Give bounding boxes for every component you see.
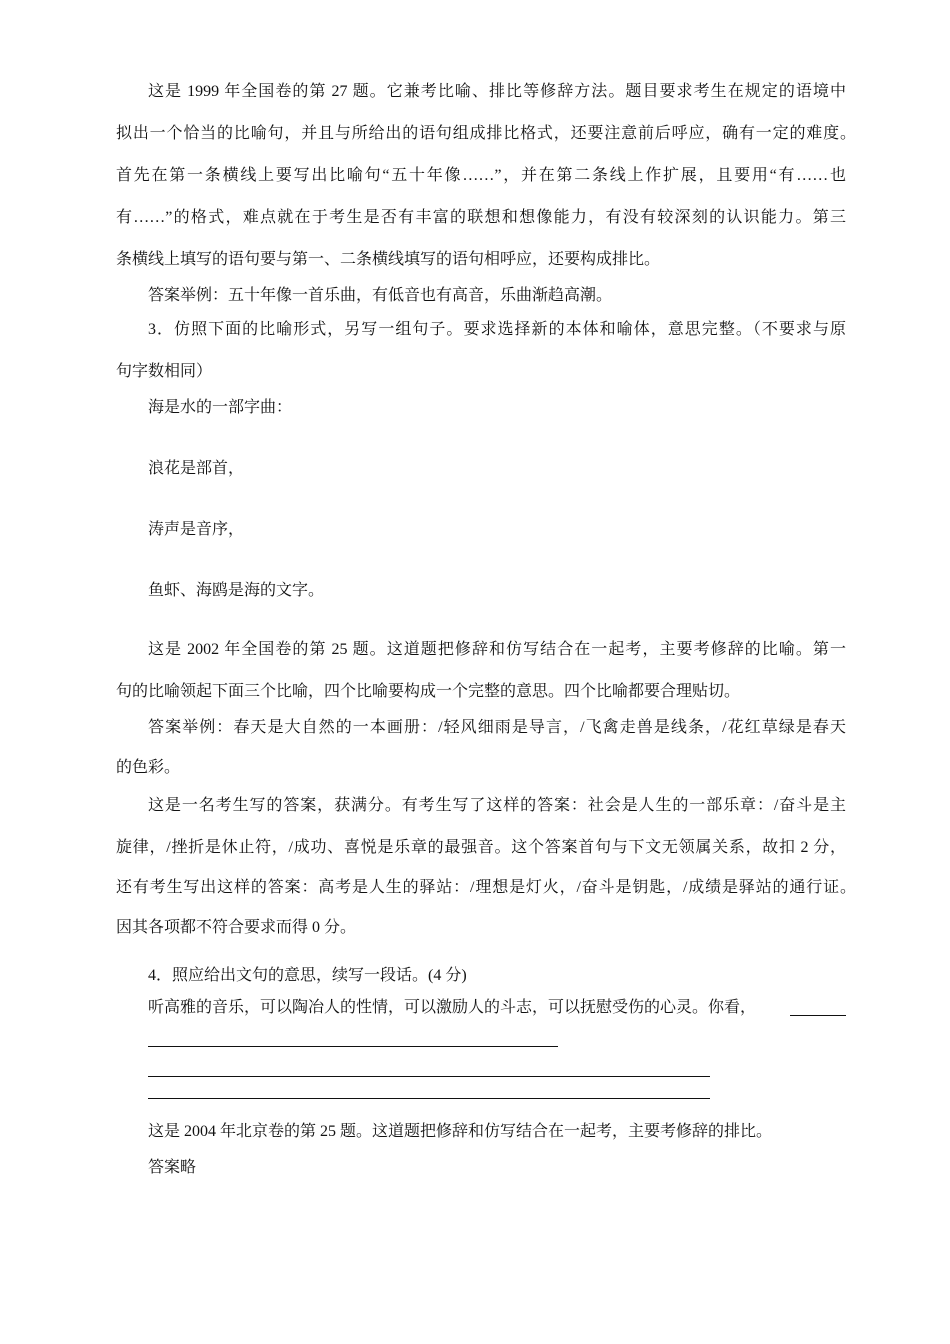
- paragraph-1-line-5: 条横线上填写的语句要与第一、二条横线填写的语句相呼应，还要构成排比。: [116, 251, 661, 268]
- answer-example-2-line-2: 的色彩。: [116, 759, 181, 776]
- paragraph-3-line-3: 还有考生写出这样的答案：高考是人生的驿站：/理想是灯火，/奋斗是钥匙，/成绩是驿站的通行证。: [116, 879, 856, 896]
- paragraph-1-line-1: 这是 1999 年全国卷的第 27 题。它兼考比喻、排比等修辞方法。题目要求考生在规定的语境中: [148, 83, 846, 100]
- question-3-line-2: 句字数相同）: [116, 363, 213, 380]
- paragraph-2-line-1: 这是 2002 年全国卷的第 25 题。这道题把修辞和仿写结合在一起考，主要考修辞的比喻。第一: [148, 641, 846, 658]
- answer-example-1: 答案举例：五十年像一首乐曲，有低音也有高音，乐曲渐趋高潮。: [148, 287, 613, 304]
- answer-example-2-line-1: 答案举例：春天是大自然的一本画册：/轻风细雨是导言，/飞禽走兽是线条，/花红草绿是春天: [148, 719, 846, 736]
- answer-blank-2: [148, 1046, 558, 1047]
- paragraph-3-line-2: 旋律，/挫折是休止符，/成功、喜悦是乐章的最强音。这个答案首句与下文无领属关系，故扣 2 分，: [116, 839, 846, 856]
- paragraph-4: 这是 2004 年北京卷的第 25 题。这道题把修辞和仿写结合在一起考，主要考修辞的排比。: [148, 1123, 773, 1140]
- answer-blank-3: [148, 1076, 710, 1077]
- poem-line-2: 浪花是部首，: [148, 460, 245, 477]
- answer-blank-1: [790, 1015, 846, 1016]
- poem-line-1: 海是水的一部字曲：: [148, 399, 293, 416]
- poem-line-3: 涛声是音序，: [148, 521, 245, 538]
- paragraph-3-line-1: 这是一名考生写的答案，获满分。有考生写了这样的答案：社会是人生的一部乐章：/奋斗是主: [148, 797, 846, 814]
- answer-blank-4: [148, 1098, 710, 1099]
- answer-omitted: 答案略: [148, 1159, 197, 1176]
- question-4-prompt: 听高雅的音乐，可以陶冶人的性情，可以激励人的斗志，可以抚慰受伤的心灵。你看，: [148, 999, 757, 1016]
- paragraph-1-line-2: 拟出一个恰当的比喻句，并且与所给出的语句组成排比格式，还要注意前后呼应，确有一定的难度。: [116, 125, 856, 142]
- paragraph-1-line-4: 有……”的格式，难点就在于考生是否有丰富的联想和想像能力，有没有较深刻的认识能力。第三: [116, 209, 846, 226]
- question-3-line-1: 3．仿照下面的比喻形式，另写一组句子。要求选择新的本体和喻体，意思完整。（不要求与原: [148, 321, 846, 338]
- poem-line-4: 鱼虾、海鸥是海的文字。: [148, 582, 325, 599]
- paragraph-2-line-2: 句的比喻领起下面三个比喻，四个比喻要构成一个完整的意思。四个比喻都要合理贴切。: [116, 683, 741, 700]
- paragraph-3-line-4: 因其各项都不符合要求而得 0 分。: [116, 919, 357, 936]
- question-4: 4．照应给出文句的意思，续写一段话。(4 分): [148, 967, 467, 984]
- paragraph-1-line-3: 首先在第一条横线上要写出比喻句“五十年像……”，并在第二条线上作扩展，且要用“有……也: [116, 167, 846, 184]
